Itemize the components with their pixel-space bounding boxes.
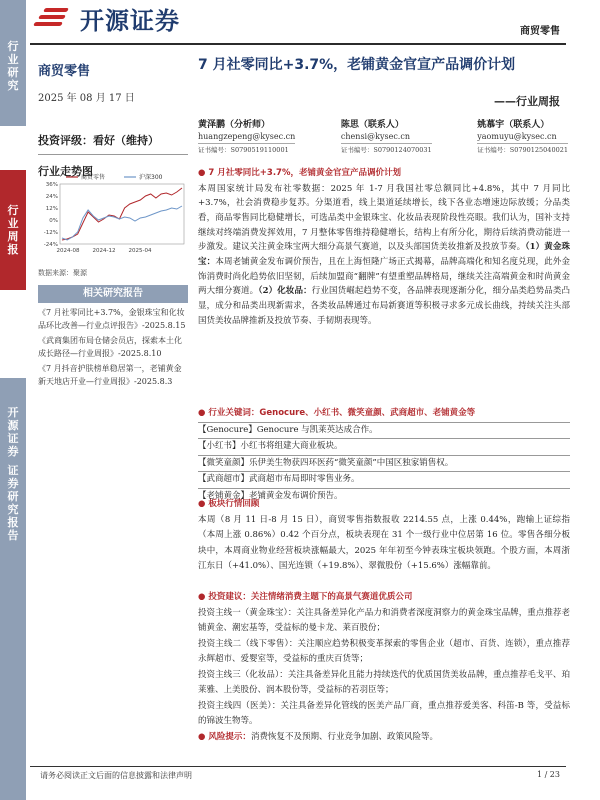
related-reports-header: 相关研究报告 bbox=[38, 285, 188, 303]
section-investment-advice bbox=[198, 590, 570, 730]
footer-disclaimer: 请务必阅读正文后面的信息披露和法律声明 bbox=[40, 771, 192, 780]
left-column bbox=[38, 52, 188, 179]
y-tick-label: -12% bbox=[43, 230, 58, 236]
section-heading: ● 7 月社零同比+3.7%，老铺黄金官宣产品调价计划 bbox=[198, 168, 401, 178]
keyword-item: 【小红书】小红书将组建大商业板块。 bbox=[198, 439, 570, 456]
header-category: 商贸零售 bbox=[520, 26, 560, 37]
trend-chart bbox=[38, 170, 188, 258]
series-line bbox=[62, 188, 182, 240]
author-cert: 证书编号：S0790519110001 bbox=[198, 143, 295, 156]
report-subtitle: ——行业周报 bbox=[494, 95, 560, 108]
author-card bbox=[198, 120, 295, 156]
y-tick-label: 24% bbox=[45, 194, 58, 200]
logo bbox=[30, 4, 180, 35]
paragraph-text: 本周国家统计局发布社零数据：2025 年 1-7 月我国社零总额同比+4.8%，其中 7 月同比+3.7%，社会消费稳步复苏。分渠道看，线上渠道延续增长，线下各业态增速边际放缓；分品类看，商品零售同比稳健增长，可选品类中金银珠宝、化妆品表现阶段性亮眼。我们认为，国补支持继续对终端消费发挥效用，7 月整体零售维持稳健增长，结构上有所分化，期待后续消费动能进一步激发。建议关注黄金珠宝两大细分高景气赛道，以及头部国货美妆推新及投放节奏。 bbox=[198, 183, 570, 253]
y-tick-label: -24% bbox=[43, 242, 58, 248]
related-report-link[interactable]: 《7 月抖音护肤榜单稳居第一，老铺黄金新天地店开业—行业周报》-2025.8.3 bbox=[38, 364, 182, 386]
author-name: 黄泽鹏（分析师） bbox=[198, 120, 271, 130]
x-tick-label: 2024-12 bbox=[92, 248, 116, 254]
trend-chart-svg bbox=[38, 170, 188, 258]
paragraph-text: 本周老铺黄金发布调价预告，且在上海恒隆广场正式揭幕，品牌高端化和知名度兑现，此外金饰消费时尚化趋势依旧坚韧，后续加盟商“翻牌”有望重塑品牌格局，继续关注高端黄金和时尚黄金两大细分赛道。 bbox=[198, 257, 570, 297]
logo-stripes-icon bbox=[30, 6, 72, 30]
section-heading: ● 风险提示： bbox=[198, 732, 251, 742]
x-tick-label: 2024-08 bbox=[56, 248, 80, 254]
section-heading: ● 投资建议：关注情绪消费主题下的高景气赛道优质公司 bbox=[198, 592, 413, 602]
related-report-link[interactable]: 《武商集团布局仓储会员店，探索本土化成长路径—行业周报》-2025.8.10 bbox=[38, 336, 182, 358]
logo-text: 开源证券 bbox=[80, 6, 180, 35]
advice-line: 投资主线四（医美）：关注具备差异化管线的医美产品厂商，重点推荐爱美客、科笛-B 等，受益标的锦波生物等。 bbox=[198, 700, 570, 726]
legend-label: 沪深300 bbox=[139, 174, 163, 181]
section-heading: ● 行业关键词：Genocure、小红书、微笑童颜、武商超市、老铺黄金等 bbox=[198, 406, 570, 423]
advice-line: 投资主线三（化妆品）：关注具备差异化且能力持续迭代的优质国货美妆品牌，重点推荐毛戈平、珀莱雅、上美股份、润本股份等，受益标的若羽臣等； bbox=[198, 669, 570, 695]
author-email[interactable]: huangzepeng@kysec.cn bbox=[198, 132, 296, 141]
legend-label: 商贸零售 bbox=[81, 174, 106, 181]
risk-text: 消费恢复不及预期、行业竞争加剧、政策风险等。 bbox=[250, 732, 438, 742]
author-card bbox=[341, 120, 432, 156]
paragraph-text: 本周（8 月 11 日-8 月 15 日），商贸零售指数报收 2214.55 点，上涨 0.44%，跑输上证综指（本周上涨 0.86%）0.42 个百分点，板块表现在 31 个一级行业中位居第 16 位。零售各细分板块中，本周商业物业经营板块涨幅最大，2025 年年初至今钟表珠宝板块领跑。个股方面，本周浙江东日（+41.0%）、国光连锁（+19.8%）、翠微股份（+15.6%）涨幅靠前。 bbox=[198, 514, 570, 571]
page-number: 1 / 23 bbox=[536, 770, 560, 779]
keyword-jewelry: （1）黄金珠宝： bbox=[198, 242, 570, 268]
related-reports-list bbox=[38, 306, 188, 390]
keyword-item: 【老铺黄金】老铺黄金发布调价预告。 bbox=[198, 490, 343, 501]
trend-chart-title: 行业走势图 bbox=[38, 165, 93, 178]
author-name: 姚慕宇（联系人） bbox=[477, 120, 550, 130]
report-title: 7 月社零同比+3.7%，老铺黄金官宣产品调价计划 bbox=[198, 57, 516, 73]
y-tick-label: 12% bbox=[45, 206, 58, 212]
keyword-item: 【Genocure】Genocure 与凯莱英达成合作。 bbox=[198, 423, 570, 440]
advice-line: 投资主线一（黄金珠宝）：关注具备差异化产品力和消费者深度洞察力的黄金珠宝品牌，重点推荐老铺黄金、潮宏基等，受益标的曼卡龙、莱百股份； bbox=[198, 607, 570, 633]
section-risk bbox=[198, 730, 570, 746]
industry-name: 商贸零售 bbox=[38, 64, 91, 79]
investment-rating: 投资评级：看好（维持） bbox=[38, 134, 159, 147]
related-report-link[interactable]: 《7 月社零同比+3.7%，金银珠宝和化妆品环比改善—行业点评报告》-2025.8.15 bbox=[38, 308, 186, 330]
chart-data-source: 数据来源：聚源 bbox=[38, 269, 87, 277]
author-name: 陈思（联系人） bbox=[340, 120, 404, 130]
section-heading: ● 板块行情回顾 bbox=[198, 499, 260, 509]
rating-divider bbox=[38, 154, 188, 155]
y-tick-label: 36% bbox=[45, 182, 58, 188]
author-list bbox=[198, 120, 568, 156]
sidebar-report-type-mid: 行 业 周 报 bbox=[0, 170, 26, 290]
advice-line: 投资主线二（线下零售）：关注顺应趋势积极变革探索的零售企业（超市、百货、连锁），重点推荐永辉超市、爱婴室等，受益标的重庆百货等； bbox=[198, 638, 570, 664]
author-card bbox=[477, 120, 568, 156]
section-market-review bbox=[198, 497, 570, 575]
author-cert: 证书编号：S0790124070031 bbox=[341, 143, 432, 156]
series-line bbox=[62, 206, 182, 240]
header-divider bbox=[30, 43, 566, 45]
author-email[interactable]: yaomuyu@kysec.cn bbox=[477, 132, 557, 141]
keyword-item: 【武商超市】武商超市布局即时零售业务。 bbox=[198, 472, 570, 489]
author-cert: 证书编号：S0790125040021 bbox=[477, 143, 568, 156]
sidebar-report-type-top: 行 业 研 究 bbox=[0, 0, 26, 126]
paragraph-text: 行业国货崛起趋势不变，各品牌表现逐渐分化，细分品类趋势品类凸显，成分和品类出现新需求，各类妆品牌通过布局新赛道等积极寻求多元成长曲线，持续关注头部国货美妆品牌推新及投放节奏、手韧期表现等。 bbox=[198, 286, 570, 326]
keyword-cosmetics: （2）化妆品： bbox=[258, 286, 312, 297]
report-date: 2025 年 08 月 17 日 bbox=[38, 93, 135, 104]
x-tick-label: 2025-04 bbox=[128, 248, 152, 254]
sidebar-brand-bottom: 开 源 证 券 证 券 研 究 报 告 bbox=[0, 378, 26, 800]
y-tick-label: 0% bbox=[49, 218, 58, 224]
section-summary bbox=[198, 166, 570, 329]
keyword-item: 【微笑童颜】乐伊美生物获四环医药“微笑童颜”中国区独家销售权。 bbox=[198, 456, 570, 473]
author-email[interactable]: chensi@kysec.cn bbox=[340, 132, 410, 141]
footer-divider bbox=[30, 766, 566, 767]
section-keywords bbox=[198, 406, 570, 504]
